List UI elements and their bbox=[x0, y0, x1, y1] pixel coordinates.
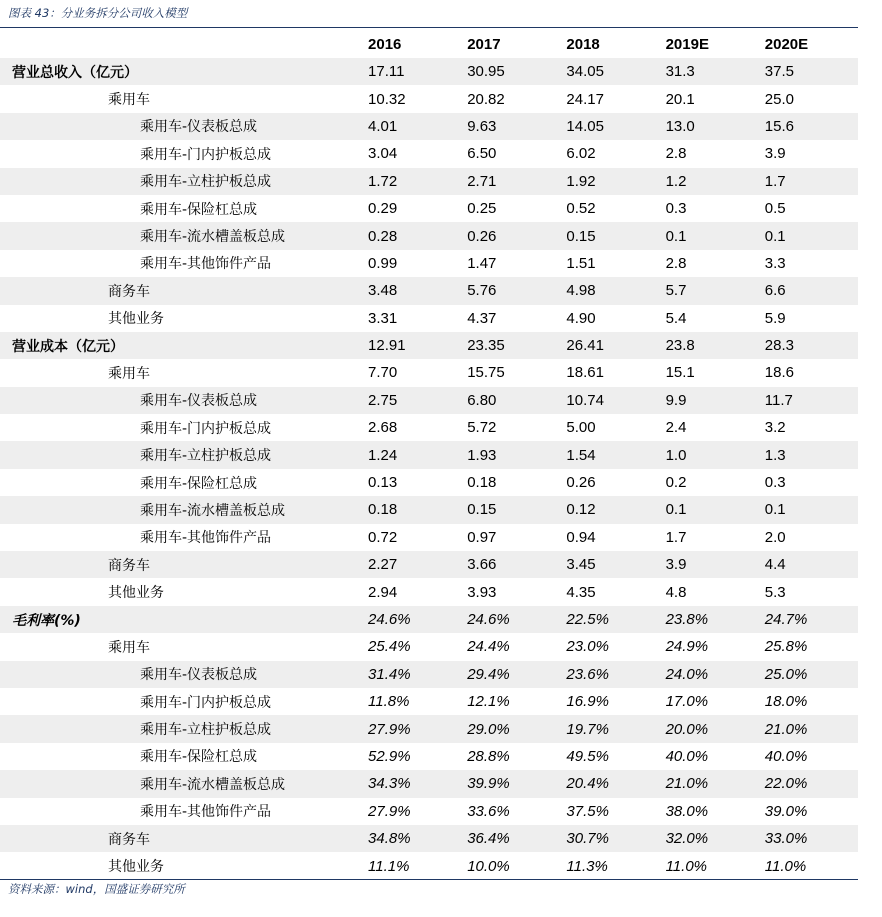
value-cell: 3.48 bbox=[362, 277, 461, 304]
value-cell: 20.4% bbox=[560, 770, 659, 797]
value-cell: 11.0% bbox=[665, 857, 707, 875]
value-cell: 3.31 bbox=[368, 309, 398, 327]
value-cell: 21.0% bbox=[660, 770, 759, 797]
value-cell: 1.93 bbox=[461, 441, 560, 468]
value-cell: 11.3% bbox=[566, 857, 608, 875]
value-cell: 17.11 bbox=[362, 58, 461, 85]
value-cell: 5.3 bbox=[764, 583, 786, 601]
value-cell: 2.75 bbox=[362, 387, 461, 414]
table-row bbox=[0, 387, 858, 414]
value-cell: 26.41 bbox=[560, 332, 659, 359]
row-label: 商务车 bbox=[0, 277, 362, 304]
value-cell: 5.9 bbox=[764, 309, 786, 327]
value-cell: 5.76 bbox=[461, 277, 560, 304]
header-cell: 2017 bbox=[467, 35, 501, 53]
value-cell: 1.47 bbox=[467, 254, 497, 272]
table-row bbox=[0, 606, 858, 633]
value-cell: 0.18 bbox=[467, 474, 497, 492]
value-cell: 3.2 bbox=[764, 419, 786, 437]
value-cell: 11.7 bbox=[759, 387, 858, 414]
value-cell: 22.5% bbox=[560, 606, 659, 633]
row-label: 乘用车 bbox=[108, 639, 150, 656]
value-cell: 40.0% bbox=[665, 747, 709, 765]
value-cell: 2.27 bbox=[362, 551, 461, 578]
value-cell: 0.12 bbox=[560, 496, 659, 523]
value-cell: 0.3 bbox=[665, 200, 687, 218]
value-cell: 17.0% bbox=[665, 693, 709, 711]
table-row bbox=[0, 551, 858, 578]
value-cell: 1.7 bbox=[759, 168, 858, 195]
value-cell: 32.0% bbox=[660, 825, 759, 852]
value-cell: 31.4% bbox=[362, 661, 461, 688]
table-row bbox=[0, 277, 858, 304]
header-cell: 2019E bbox=[665, 35, 709, 53]
value-cell: 2.4 bbox=[665, 419, 687, 437]
value-cell: 24.6% bbox=[362, 606, 461, 633]
value-cell: 0.26 bbox=[461, 222, 560, 249]
value-cell: 0.99 bbox=[368, 254, 398, 272]
value-cell: 4.90 bbox=[566, 309, 596, 327]
value-cell: 0.52 bbox=[566, 200, 596, 218]
table-row bbox=[0, 250, 858, 277]
value-cell: 4.01 bbox=[362, 113, 461, 140]
value-cell: 0.1 bbox=[660, 222, 759, 249]
value-cell: 11.0% bbox=[764, 857, 807, 875]
source-note: 资料来源：wind，国盛证券研究所 bbox=[8, 882, 185, 896]
table-caption: 图表 43：分业务拆分公司收入模型 bbox=[8, 6, 188, 20]
row-label: 乘用车-立柱护板总成 bbox=[0, 715, 362, 742]
value-cell: 24.9% bbox=[665, 638, 709, 656]
table-row bbox=[0, 524, 858, 551]
row-label: 乘用车-门内护板总成 bbox=[140, 146, 272, 163]
table-row bbox=[0, 113, 858, 140]
value-cell: 30.7% bbox=[560, 825, 659, 852]
row-label: 乘用车-其他饰件产品 bbox=[140, 530, 272, 547]
value-cell: 15.1 bbox=[665, 364, 695, 382]
table-row bbox=[0, 469, 858, 496]
row-label: 乘用车-仪表板总成 bbox=[0, 387, 362, 414]
table-row bbox=[0, 661, 858, 688]
value-cell: 18.0% bbox=[764, 693, 808, 711]
value-cell: 0.94 bbox=[566, 528, 596, 546]
value-cell: 29.4% bbox=[461, 661, 560, 688]
value-cell: 3.9 bbox=[764, 145, 786, 163]
value-cell: 1.54 bbox=[560, 441, 659, 468]
value-cell: 11.1% bbox=[368, 857, 410, 875]
value-cell: 2.8 bbox=[665, 254, 687, 272]
value-cell: 39.0% bbox=[764, 802, 808, 820]
value-cell: 1.3 bbox=[759, 441, 858, 468]
value-cell: 24.4% bbox=[467, 638, 510, 656]
value-cell: 0.5 bbox=[764, 200, 786, 218]
value-cell: 10.74 bbox=[560, 387, 659, 414]
value-cell: 2.68 bbox=[368, 419, 398, 437]
value-cell: 34.05 bbox=[560, 58, 659, 85]
row-label: 乘用车-立柱护板总成 bbox=[0, 168, 362, 195]
table-row bbox=[0, 496, 858, 523]
value-cell: 6.50 bbox=[467, 145, 497, 163]
value-cell: 23.8% bbox=[660, 606, 759, 633]
value-cell: 7.70 bbox=[368, 364, 398, 382]
value-cell: 3.45 bbox=[560, 551, 659, 578]
table-row bbox=[0, 715, 858, 742]
table-header-row bbox=[0, 30, 858, 58]
value-cell: 11.8% bbox=[368, 693, 410, 711]
value-cell: 0.15 bbox=[560, 222, 659, 249]
table-row bbox=[0, 852, 858, 879]
value-cell: 29.0% bbox=[461, 715, 560, 742]
value-cell: 0.13 bbox=[368, 474, 398, 492]
bottom-rule bbox=[0, 879, 858, 880]
value-cell: 19.7% bbox=[560, 715, 659, 742]
value-cell: 12.1% bbox=[467, 693, 510, 711]
row-label: 乘用车-保险杠总成 bbox=[140, 475, 258, 492]
value-cell: 1.0 bbox=[660, 441, 759, 468]
value-cell: 0.25 bbox=[467, 200, 497, 218]
value-cell: 33.6% bbox=[467, 802, 510, 820]
row-label: 营业总收入（亿元） bbox=[0, 58, 362, 85]
value-cell: 4.37 bbox=[467, 309, 497, 327]
value-cell: 3.3 bbox=[764, 254, 786, 272]
value-cell: 25.0% bbox=[759, 661, 858, 688]
top-rule bbox=[0, 27, 858, 28]
value-cell: 3.93 bbox=[467, 583, 497, 601]
table-row bbox=[0, 578, 858, 605]
value-cell: 2.8 bbox=[665, 145, 687, 163]
value-cell: 3.9 bbox=[660, 551, 759, 578]
value-cell: 23.0% bbox=[566, 638, 609, 656]
value-cell: 10.0% bbox=[467, 857, 510, 875]
value-cell: 36.4% bbox=[461, 825, 560, 852]
value-cell: 20.82 bbox=[467, 90, 505, 108]
value-cell: 31.3 bbox=[660, 58, 759, 85]
value-cell: 1.2 bbox=[660, 168, 759, 195]
value-cell: 0.97 bbox=[467, 528, 497, 546]
value-cell: 4.8 bbox=[665, 583, 687, 601]
value-cell: 37.5% bbox=[566, 802, 609, 820]
value-cell: 6.02 bbox=[566, 145, 596, 163]
value-cell: 0.1 bbox=[759, 496, 858, 523]
row-label: 乘用车-门内护板总成 bbox=[140, 694, 272, 711]
value-cell: 20.0% bbox=[660, 715, 759, 742]
value-cell: 30.95 bbox=[461, 58, 560, 85]
value-cell: 23.8 bbox=[660, 332, 759, 359]
value-cell: 1.72 bbox=[362, 168, 461, 195]
header-cell: 2018 bbox=[566, 35, 600, 53]
table-row bbox=[0, 168, 858, 195]
row-label: 毛利率(%) bbox=[0, 606, 362, 633]
row-label: 乘用车-保险杠总成 bbox=[140, 201, 258, 218]
value-cell: 13.0 bbox=[660, 113, 759, 140]
value-cell: 0.3 bbox=[764, 474, 786, 492]
header-cell: 2016 bbox=[368, 35, 402, 53]
table-row bbox=[0, 825, 858, 852]
value-cell: 37.5 bbox=[759, 58, 858, 85]
value-cell: 2.0 bbox=[764, 528, 786, 546]
value-cell: 18.6 bbox=[764, 364, 794, 382]
row-label: 乘用车-保险杠总成 bbox=[140, 749, 258, 766]
row-label: 乘用车 bbox=[108, 92, 150, 109]
value-cell: 23.6% bbox=[560, 661, 659, 688]
row-label: 乘用车-其他饰件产品 bbox=[140, 256, 272, 273]
value-cell: 34.8% bbox=[362, 825, 461, 852]
value-cell: 3.04 bbox=[368, 145, 398, 163]
table-row bbox=[0, 688, 858, 715]
value-cell: 24.0% bbox=[660, 661, 759, 688]
value-cell: 0.15 bbox=[461, 496, 560, 523]
revenue-model-table bbox=[0, 30, 858, 880]
value-cell: 24.17 bbox=[566, 90, 604, 108]
table-row bbox=[0, 633, 858, 660]
value-cell: 16.9% bbox=[566, 693, 609, 711]
value-cell: 23.35 bbox=[461, 332, 560, 359]
value-cell: 14.05 bbox=[560, 113, 659, 140]
value-cell: 3.66 bbox=[461, 551, 560, 578]
row-label: 其他业务 bbox=[108, 859, 164, 876]
value-cell: 25.8% bbox=[764, 638, 808, 656]
table-row bbox=[0, 85, 858, 112]
value-cell: 40.0% bbox=[764, 747, 808, 765]
value-cell: 25.4% bbox=[368, 638, 411, 656]
value-cell: 0.28 bbox=[362, 222, 461, 249]
table-row bbox=[0, 359, 858, 386]
row-label: 乘用车-其他饰件产品 bbox=[140, 804, 272, 821]
row-label: 其他业务 bbox=[108, 311, 164, 328]
table-row bbox=[0, 770, 858, 797]
table-row bbox=[0, 195, 858, 222]
value-cell: 9.63 bbox=[461, 113, 560, 140]
header-cell bbox=[0, 30, 362, 58]
value-cell: 0.72 bbox=[368, 528, 398, 546]
value-cell: 1.51 bbox=[566, 254, 596, 272]
value-cell: 34.3% bbox=[362, 770, 461, 797]
row-label: 乘用车-立柱护板总成 bbox=[0, 441, 362, 468]
value-cell: 1.7 bbox=[665, 528, 687, 546]
table-row bbox=[0, 798, 858, 825]
table-row bbox=[0, 414, 858, 441]
row-label: 其他业务 bbox=[108, 585, 164, 602]
value-cell: 39.9% bbox=[461, 770, 560, 797]
value-cell: 24.6% bbox=[461, 606, 560, 633]
value-cell: 10.32 bbox=[368, 90, 406, 108]
value-cell: 28.8% bbox=[467, 747, 510, 765]
value-cell: 1.24 bbox=[362, 441, 461, 468]
value-cell: 4.4 bbox=[759, 551, 858, 578]
value-cell: 5.4 bbox=[665, 309, 687, 327]
value-cell: 0.18 bbox=[362, 496, 461, 523]
value-cell: 0.2 bbox=[665, 474, 687, 492]
value-cell: 0.1 bbox=[759, 222, 858, 249]
value-cell: 49.5% bbox=[566, 747, 609, 765]
value-cell: 27.9% bbox=[368, 802, 411, 820]
table-row bbox=[0, 305, 858, 332]
table-row bbox=[0, 332, 858, 359]
value-cell: 20.1 bbox=[665, 90, 695, 108]
table-row bbox=[0, 222, 858, 249]
row-label: 乘用车 bbox=[108, 365, 150, 382]
value-cell: 15.6 bbox=[759, 113, 858, 140]
value-cell: 27.9% bbox=[362, 715, 461, 742]
row-label: 商务车 bbox=[0, 825, 362, 852]
value-cell: 18.61 bbox=[566, 364, 604, 382]
value-cell: 5.72 bbox=[467, 419, 497, 437]
row-label: 乘用车-门内护板总成 bbox=[140, 420, 272, 437]
value-cell: 5.00 bbox=[566, 419, 596, 437]
value-cell: 2.71 bbox=[461, 168, 560, 195]
value-cell: 52.9% bbox=[368, 747, 411, 765]
value-cell: 1.92 bbox=[560, 168, 659, 195]
table-row bbox=[0, 441, 858, 468]
row-label: 乘用车-流水槽盖板总成 bbox=[0, 496, 362, 523]
table-body bbox=[0, 58, 858, 880]
value-cell: 33.0% bbox=[759, 825, 858, 852]
row-label: 乘用车-仪表板总成 bbox=[0, 661, 362, 688]
table-row bbox=[0, 743, 858, 770]
value-cell: 38.0% bbox=[665, 802, 709, 820]
value-cell: 6.80 bbox=[461, 387, 560, 414]
row-label: 商务车 bbox=[0, 551, 362, 578]
value-cell: 22.0% bbox=[759, 770, 858, 797]
table-row bbox=[0, 58, 858, 85]
value-cell: 0.29 bbox=[368, 200, 398, 218]
value-cell: 0.1 bbox=[660, 496, 759, 523]
row-label: 乘用车-仪表板总成 bbox=[0, 113, 362, 140]
value-cell: 4.35 bbox=[566, 583, 596, 601]
value-cell: 28.3 bbox=[759, 332, 858, 359]
row-label: 乘用车-流水槽盖板总成 bbox=[0, 222, 362, 249]
value-cell: 0.26 bbox=[566, 474, 596, 492]
value-cell: 5.7 bbox=[660, 277, 759, 304]
value-cell: 4.98 bbox=[560, 277, 659, 304]
value-cell: 12.91 bbox=[362, 332, 461, 359]
value-cell: 9.9 bbox=[660, 387, 759, 414]
value-cell: 24.7% bbox=[759, 606, 858, 633]
value-cell: 21.0% bbox=[759, 715, 858, 742]
row-label: 乘用车-流水槽盖板总成 bbox=[0, 770, 362, 797]
value-cell: 6.6 bbox=[759, 277, 858, 304]
table-row bbox=[0, 140, 858, 167]
row-label: 营业成本（亿元） bbox=[0, 332, 362, 359]
value-cell: 2.94 bbox=[368, 583, 398, 601]
value-cell: 25.0 bbox=[764, 90, 794, 108]
header-cell: 2020E bbox=[764, 35, 809, 53]
value-cell: 15.75 bbox=[467, 364, 505, 382]
